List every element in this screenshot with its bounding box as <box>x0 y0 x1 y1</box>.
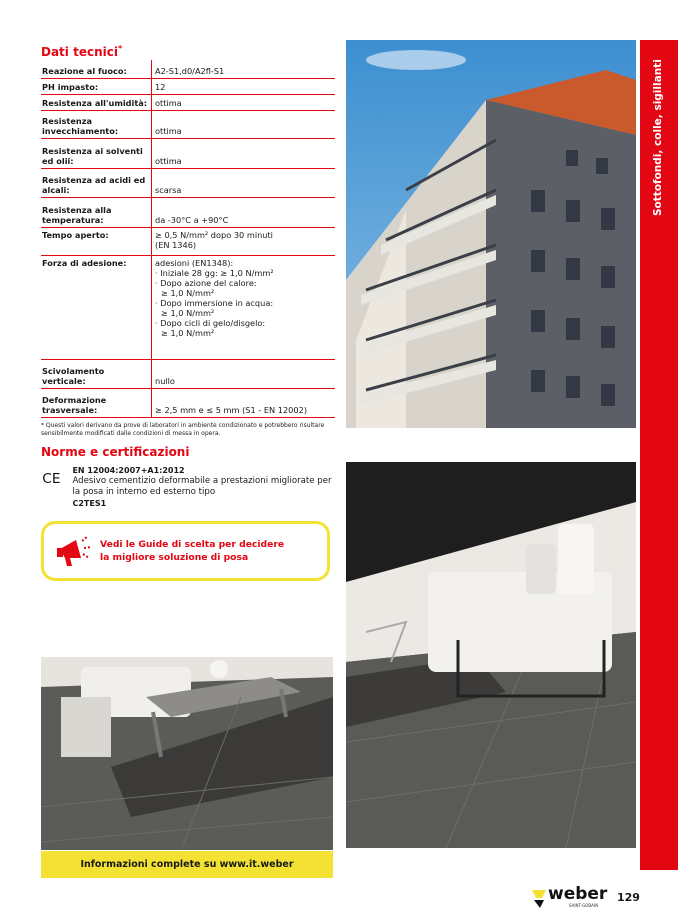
table-row: Resistenza invecchiamento: ottima <box>41 111 335 139</box>
tech-title: Dati tecnici* <box>41 44 123 59</box>
table-row: Resistenza ai solventi ed olii: ottima <box>41 139 335 169</box>
table-row: Scivolamento verticale: nullo <box>41 360 335 389</box>
table-row: Reazione al fuoco: A2-S1,d0/A2fl-S1 <box>41 60 335 79</box>
table-row: Resistenza all'umidità: ottima <box>41 95 335 111</box>
ce-mark-icon <box>41 465 64 491</box>
norm-class: C2TES1 <box>72 499 107 508</box>
megaphone-icon <box>54 531 94 571</box>
table-row: Resistenza ad acidi ed alcali: scarsa <box>41 169 335 198</box>
table-row: Deformazione trasversale: ≥ 2,5 mm e ≤ 5 mm (S1 - EN 12002) <box>41 389 335 418</box>
guide-callout[interactable]: Vedi le Guide di scelta per decidere la migliore soluzione di posa <box>41 521 330 581</box>
logo-word: weber <box>548 884 608 904</box>
norm-code: EN 12004:2007+A1:2012 <box>72 466 185 475</box>
table-row: Resistenza alla temperatura: da -30°C a +90°C <box>41 198 335 228</box>
table-row: PH impasto: 12 <box>41 79 335 95</box>
norm-description: Adesivo cementizio deformabile a prestazioni migliorate per la posa in interno ed esterno tipo <box>72 476 332 497</box>
table-row: Tempo aperto: ≥ 0,5 N/mm² dopo 30 minuti (EN 1346) <box>41 228 335 256</box>
footnote: * Questi valori derivano da prove di laboratori in ambiente condizionato e potrebbero risultare sensibilmente modificati dalle condizioni di messa in opera. <box>41 422 325 437</box>
page-number: 129 <box>617 891 640 904</box>
table-row: Forza di adesione: adesioni (EN1348): · Iniziale 28 gg: ≥ 1,0 N/mm² · Dopo azione del calore: ≥ 1,0 N/mm² · Dopo immersione in acqua: ≥ 1,0 N/mm² · Dopo cicli di gelo/disgelo: ≥ 1,0 N/mm² <box>41 256 335 360</box>
svg-text:CE: CE <box>42 471 61 488</box>
logo-sub: SAINT-GOBAIN <box>569 903 599 908</box>
interior-photo-right <box>346 462 636 848</box>
info-banner[interactable]: Informazioni complete su www.it.weber <box>41 851 333 878</box>
building-photo <box>346 40 636 428</box>
tech-table <box>41 60 335 418</box>
interior-photo-left <box>41 657 333 850</box>
norms-title: Norme e certificazioni <box>41 445 190 459</box>
side-tab-label: Sottofondi, colle, sigillanti <box>652 59 664 216</box>
norm-block <box>41 465 336 509</box>
